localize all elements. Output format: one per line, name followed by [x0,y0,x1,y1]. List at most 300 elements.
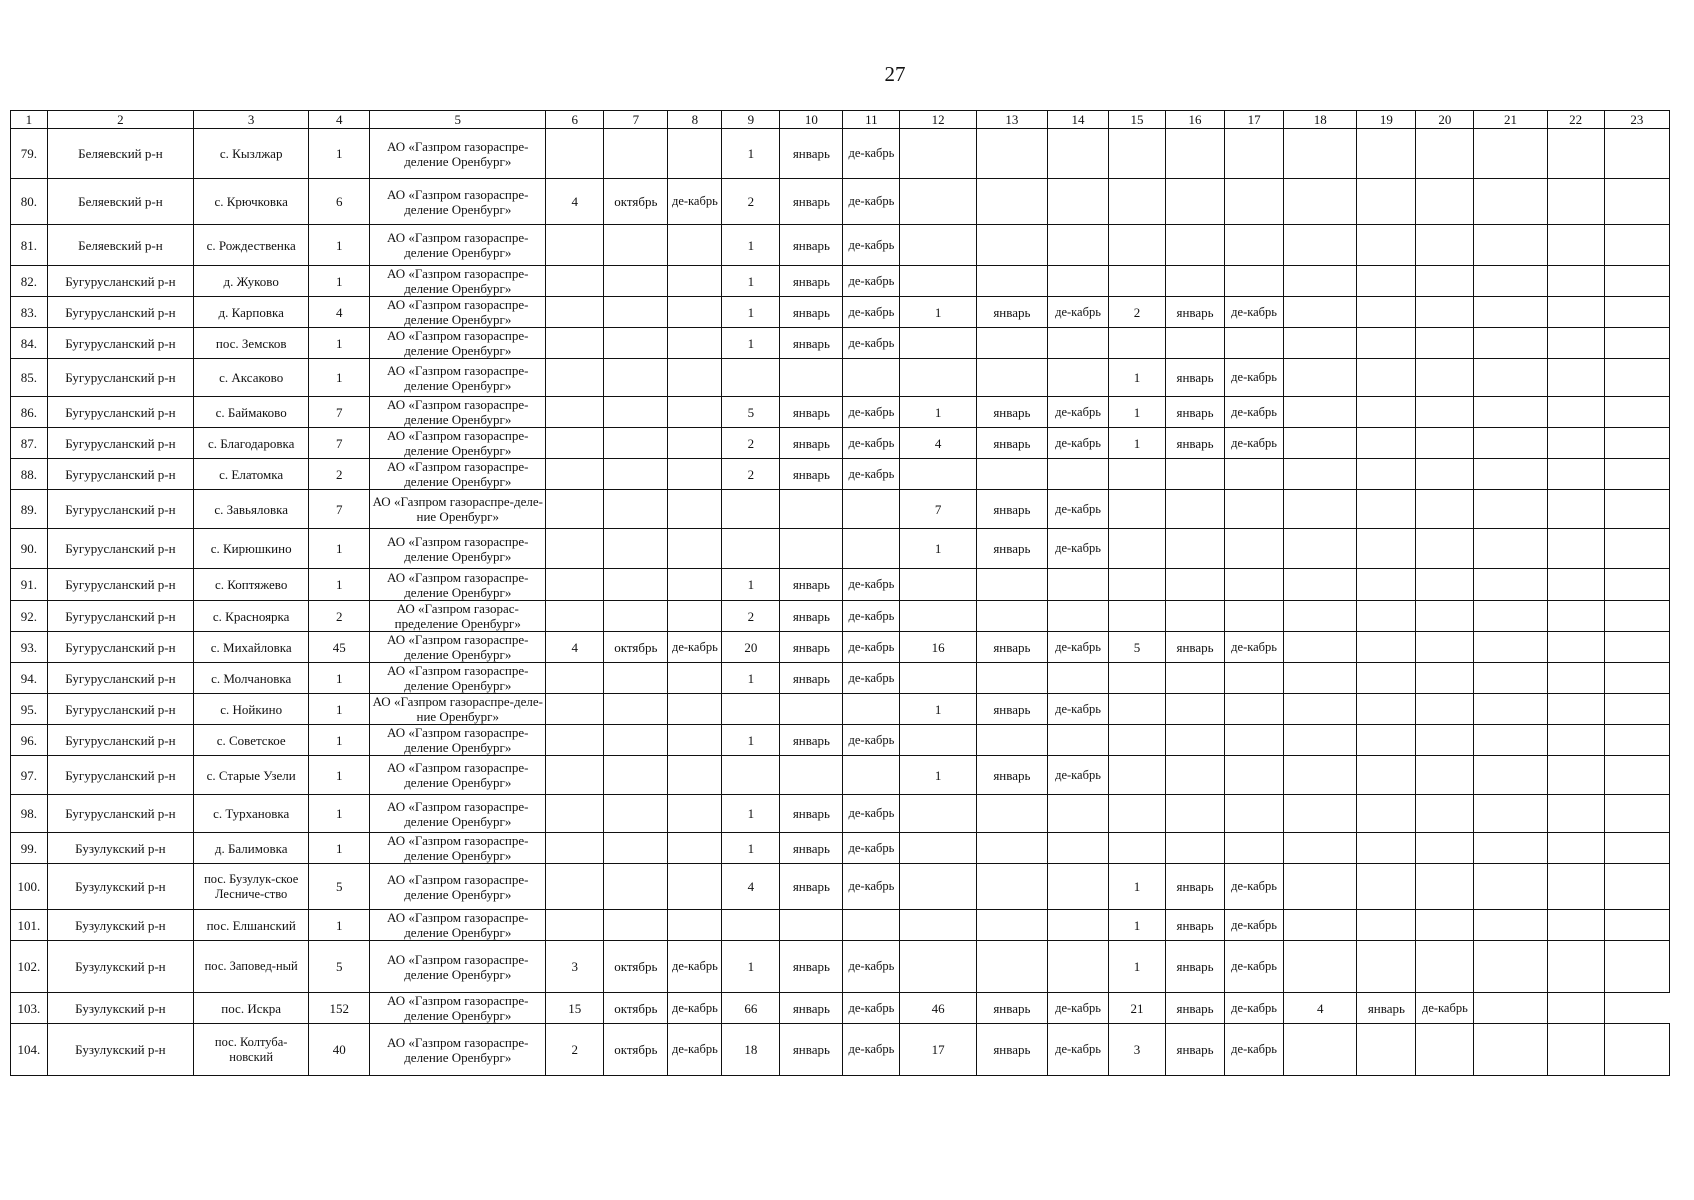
gasification-schedule-table [10,110,1670,1076]
table-cell: пос. Искра [194,993,309,1024]
table-cell [1047,795,1108,833]
table-cell [1109,663,1166,694]
column-number-header: 20 [1416,111,1474,129]
table-cell [900,663,976,694]
table-cell: 4 [546,632,604,663]
table-cell [976,459,1047,490]
column-number-header: 22 [1547,111,1604,129]
table-cell: АО «Газпром газораспре-деление Оренбург» [370,397,546,428]
column-number-header: 1 [11,111,48,129]
table-cell: 84. [11,328,48,359]
table-cell [668,397,722,428]
table-cell [1225,569,1284,601]
table-cell [1474,725,1547,756]
table-cell: 46 [900,993,976,1024]
column-number-header: 8 [668,111,722,129]
table-cell: 81. [11,225,48,266]
table-cell [1547,833,1604,864]
table-cell [1109,179,1166,225]
table-cell: де-кабрь [843,795,900,833]
table-cell [722,910,780,941]
table-cell: 1 [900,694,976,725]
table-cell: 2 [722,459,780,490]
table-cell [1416,632,1474,663]
table-cell [604,490,668,529]
table-cell: 2 [722,179,780,225]
table-cell [1547,941,1604,993]
table-cell: д. Жуково [194,266,309,297]
table-row [11,529,1670,569]
table-cell [1474,490,1547,529]
table-row [11,328,1670,359]
table-cell: 1 [309,328,370,359]
table-cell: пос. Елшанский [194,910,309,941]
table-cell [900,725,976,756]
table-cell [546,459,604,490]
table-cell: АО «Газпром газораспре-деление Оренбург» [370,725,546,756]
table-cell [900,833,976,864]
table-cell: 1 [309,569,370,601]
table-cell [1047,179,1108,225]
table-cell: де-кабрь [1225,910,1284,941]
table-cell: 3 [546,941,604,993]
table-cell: Бузулукский р-н [47,864,194,910]
table-cell [1474,266,1547,297]
table-cell: де-кабрь [1047,490,1108,529]
table-cell [900,459,976,490]
table-cell [604,756,668,795]
table-cell [1474,833,1547,864]
table-cell [1047,725,1108,756]
table-cell: 83. [11,297,48,328]
table-cell [976,129,1047,179]
table-cell [1547,864,1604,910]
table-cell: де-кабрь [843,297,900,328]
table-cell [1474,864,1547,910]
table-cell: АО «Газпром газораспре-деление Оренбург» [370,428,546,459]
table-cell: январь [780,179,843,225]
table-cell [1166,179,1225,225]
table-cell: АО «Газпром газораспре-деление Оренбург» [370,129,546,179]
table-cell: АО «Газпром газораспре-деление Оренбург» [370,756,546,795]
table-cell: Бугурусланский р-н [47,663,194,694]
table-cell: 5 [309,941,370,993]
table-cell [1284,359,1357,397]
table-cell [1047,833,1108,864]
table-row [11,129,1670,179]
table-cell: 80. [11,179,48,225]
table-cell: 2 [722,601,780,632]
table-cell [780,490,843,529]
table-cell: январь [976,632,1047,663]
table-cell: январь [976,297,1047,328]
table-cell: де-кабрь [668,632,722,663]
table-cell [668,359,722,397]
table-cell [1225,529,1284,569]
table-cell: 7 [309,397,370,428]
table-cell: 1 [722,297,780,328]
table-cell: с. Завьяловка [194,490,309,529]
table-cell: АО «Газпром газораспре-деле-ние Оренбург» [370,490,546,529]
table-cell [1284,225,1357,266]
column-number-header: 11 [843,111,900,129]
table-cell [1357,428,1416,459]
table-cell: октябрь [604,632,668,663]
table-cell [1225,756,1284,795]
table-cell: 1 [309,725,370,756]
table-cell: де-кабрь [843,993,900,1024]
table-cell: Бугурусланский р-н [47,490,194,529]
table-cell [1357,941,1416,993]
table-cell [1416,941,1474,993]
table-cell [1604,694,1669,725]
table-cell [604,328,668,359]
table-cell [1547,490,1604,529]
table-cell: 86. [11,397,48,428]
table-cell [546,694,604,725]
table-cell: Бугурусланский р-н [47,459,194,490]
table-cell: с. Коптяжево [194,569,309,601]
table-cell [976,266,1047,297]
table-cell [900,795,976,833]
table-cell: 1 [722,129,780,179]
table-cell: январь [780,459,843,490]
table-cell [1416,795,1474,833]
table-cell: де-кабрь [843,428,900,459]
table-cell [1416,297,1474,328]
table-cell: январь [1166,297,1225,328]
table-cell [1357,864,1416,910]
table-cell [1357,632,1416,663]
table-cell: де-кабрь [1047,632,1108,663]
table-cell: де-кабрь [843,397,900,428]
table-cell [546,359,604,397]
table-cell [1474,910,1547,941]
table-cell: 90. [11,529,48,569]
table-cell [1284,663,1357,694]
table-cell [900,129,976,179]
table-cell [1474,1024,1547,1076]
column-number-header: 7 [604,111,668,129]
table-row [11,179,1670,225]
table-cell [900,359,976,397]
table-cell: январь [976,993,1047,1024]
table-cell: 1 [900,756,976,795]
table-row [11,663,1670,694]
table-cell [1547,129,1604,179]
table-cell: 21 [1109,993,1166,1024]
table-cell [1416,910,1474,941]
table-cell: де-кабрь [843,864,900,910]
table-cell [668,694,722,725]
table-cell [1357,266,1416,297]
table-cell [722,694,780,725]
table-cell [1604,601,1669,632]
table-cell: январь [780,941,843,993]
table-cell: январь [780,1024,843,1076]
table-cell: 99. [11,833,48,864]
table-cell [668,601,722,632]
column-number-row [11,111,1670,129]
table-cell: 89. [11,490,48,529]
table-cell [668,297,722,328]
table-cell [668,490,722,529]
table-cell [1474,328,1547,359]
table-cell [1357,529,1416,569]
table-cell: де-кабрь [1225,359,1284,397]
table-cell: январь [976,1024,1047,1076]
table-cell [1474,663,1547,694]
table-cell [1604,795,1669,833]
table-cell: с. Турхановка [194,795,309,833]
table-cell: 1 [722,663,780,694]
table-cell: де-кабрь [843,328,900,359]
table-cell [1225,795,1284,833]
table-row [11,1024,1670,1076]
table-cell: январь [976,490,1047,529]
table-cell [1166,663,1225,694]
table-cell: АО «Газпром газораспре-деление Оренбург» [370,910,546,941]
table-cell: 93. [11,632,48,663]
table-cell [1357,910,1416,941]
table-cell [1166,756,1225,795]
table-cell [976,359,1047,397]
table-cell [900,601,976,632]
table-cell [1604,359,1669,397]
table-cell: де-кабрь [843,129,900,179]
table-cell: январь [976,529,1047,569]
table-cell [780,910,843,941]
table-cell: де-кабрь [1225,941,1284,993]
table-cell [1547,428,1604,459]
table-cell [1416,428,1474,459]
table-cell: октябрь [604,941,668,993]
table-cell [1166,569,1225,601]
table-cell: 1 [722,225,780,266]
table-cell: январь [780,397,843,428]
table-row [11,756,1670,795]
table-cell: 1 [1109,864,1166,910]
table-cell: 20 [722,632,780,663]
table-cell [1284,833,1357,864]
table-cell: 91. [11,569,48,601]
table-cell: АО «Газпром газораспре-деление Оренбург» [370,864,546,910]
table-cell: 94. [11,663,48,694]
table-cell [668,725,722,756]
table-cell: 97. [11,756,48,795]
table-cell: Бузулукский р-н [47,910,194,941]
table-cell [780,756,843,795]
table-row [11,359,1670,397]
table-cell: 2 [546,1024,604,1076]
table-cell [1604,129,1669,179]
table-cell: январь [780,993,843,1024]
table-cell: АО «Газпром газорас-пределение Оренбург» [370,601,546,632]
table-cell: 1 [1109,910,1166,941]
table-cell: 1 [1109,428,1166,459]
table-cell [1284,266,1357,297]
table-cell: де-кабрь [1047,993,1108,1024]
table-cell [1416,1024,1474,1076]
table-cell: январь [1166,1024,1225,1076]
table-cell: Бугурусланский р-н [47,601,194,632]
table-row [11,569,1670,601]
table-row [11,864,1670,910]
table-cell: 4 [722,864,780,910]
table-cell [668,864,722,910]
table-cell [1109,795,1166,833]
table-cell: Бузулукский р-н [47,833,194,864]
table-cell: 1 [722,833,780,864]
table-cell [1474,397,1547,428]
table-row [11,601,1670,632]
table-cell: Бугурусланский р-н [47,328,194,359]
table-cell [1357,795,1416,833]
table-cell [843,694,900,725]
table-cell: январь [780,632,843,663]
table-cell [546,569,604,601]
table-cell [1547,663,1604,694]
table-cell [1225,694,1284,725]
table-cell: с. Молчановка [194,663,309,694]
table-cell [1357,459,1416,490]
table-cell [1416,833,1474,864]
table-cell: январь [1166,428,1225,459]
column-number-header: 9 [722,111,780,129]
table-row [11,833,1670,864]
table-cell [976,864,1047,910]
column-number-header: 13 [976,111,1047,129]
table-cell [1357,225,1416,266]
table-cell [668,529,722,569]
table-cell: 7 [309,490,370,529]
table-cell [1357,397,1416,428]
table-cell [1416,529,1474,569]
table-cell: 40 [309,1024,370,1076]
table-cell: 6 [309,179,370,225]
table-cell: АО «Газпром газораспре-деление Оренбург» [370,529,546,569]
table-cell: с. Елатомка [194,459,309,490]
table-cell [1474,297,1547,328]
table-cell: АО «Газпром газораспре-деление Оренбург» [370,1024,546,1076]
table-cell: январь [1166,910,1225,941]
table-cell [1225,328,1284,359]
table-cell: 4 [546,179,604,225]
table-cell [1474,359,1547,397]
table-cell [1474,601,1547,632]
table-cell [1357,694,1416,725]
table-cell: 7 [900,490,976,529]
table-cell: 1 [722,569,780,601]
table-cell: де-кабрь [1047,756,1108,795]
table-cell: Беляевский р-н [47,179,194,225]
table-cell [604,129,668,179]
table-cell [1109,266,1166,297]
table-cell [1604,459,1669,490]
table-cell [900,864,976,910]
table-cell: АО «Газпром газораспре-деление Оренбург» [370,941,546,993]
table-cell: 98. [11,795,48,833]
table-cell: 1 [309,756,370,795]
column-number-header: 19 [1357,111,1416,129]
table-cell: январь [976,428,1047,459]
table-cell [546,225,604,266]
table-cell [604,601,668,632]
table-cell [900,328,976,359]
table-cell: де-кабрь [1225,397,1284,428]
table-cell [1416,266,1474,297]
column-number-header: 15 [1109,111,1166,129]
table-cell: октябрь [604,179,668,225]
table-cell: 101. [11,910,48,941]
table-cell [546,397,604,428]
table-cell: 1 [1109,359,1166,397]
table-cell: 16 [900,632,976,663]
table-cell [976,663,1047,694]
table-cell: 103. [11,993,48,1024]
table-row [11,795,1670,833]
table-cell: 100. [11,864,48,910]
table-cell: Бузулукский р-н [47,1024,194,1076]
table-cell [1284,725,1357,756]
table-cell [1166,725,1225,756]
table-cell: январь [1166,397,1225,428]
table-cell [1109,328,1166,359]
table-cell: Бугурусланский р-н [47,632,194,663]
table-cell: Беляевский р-н [47,129,194,179]
table-cell: де-кабрь [1047,428,1108,459]
table-cell: де-кабрь [843,1024,900,1076]
table-cell [1166,833,1225,864]
table-cell [604,266,668,297]
table-cell: 152 [309,993,370,1024]
table-cell [1357,833,1416,864]
table-cell [843,490,900,529]
column-number-header: 12 [900,111,976,129]
table-cell [604,569,668,601]
table-cell: де-кабрь [1047,397,1108,428]
table-cell [1416,397,1474,428]
table-cell [1357,490,1416,529]
table-cell [1047,129,1108,179]
table-cell [668,795,722,833]
table-cell [1416,756,1474,795]
table-cell [1225,601,1284,632]
table-cell: 7 [309,428,370,459]
table-cell: АО «Газпром газораспре-деление Оренбург» [370,359,546,397]
column-number-header: 14 [1047,111,1108,129]
table-cell: январь [1166,632,1225,663]
table-cell [1284,694,1357,725]
table-cell [722,756,780,795]
table-cell: январь [780,225,843,266]
table-cell [1047,328,1108,359]
table-cell [1047,910,1108,941]
table-cell [1547,694,1604,725]
table-cell [1166,328,1225,359]
table-cell [1604,725,1669,756]
table-cell [1416,225,1474,266]
table-cell [1604,569,1669,601]
table-cell [1284,941,1357,993]
table-cell: 1 [309,129,370,179]
table-cell [1357,328,1416,359]
table-cell [1357,663,1416,694]
table-cell: де-кабрь [668,941,722,993]
table-cell [668,459,722,490]
table-cell: пос. Колтуба-новский [194,1024,309,1076]
table-cell: 88. [11,459,48,490]
